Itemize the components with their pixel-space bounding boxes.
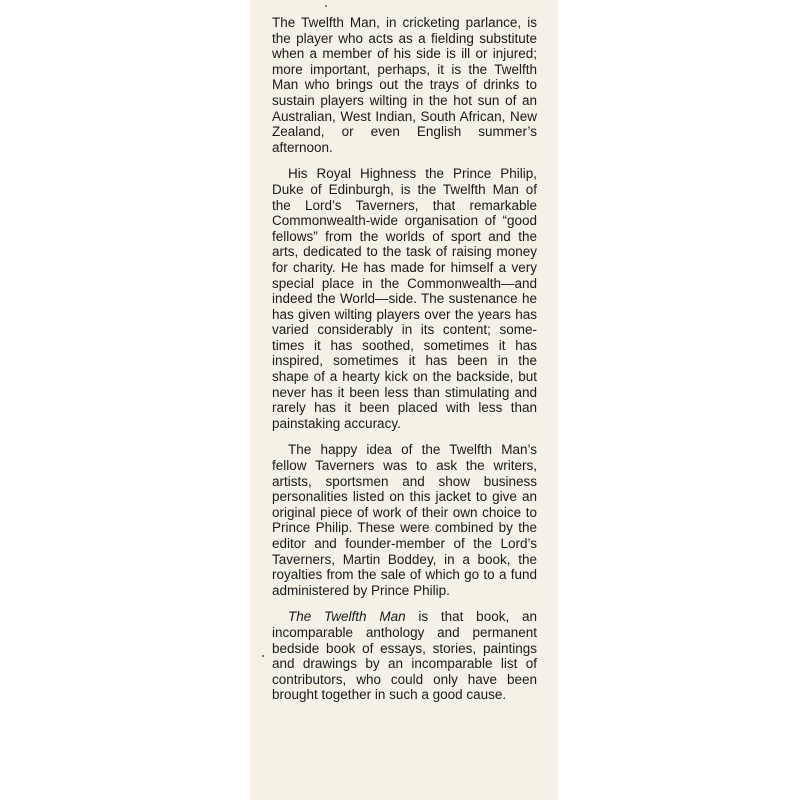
paragraph-book-description — [272, 609, 537, 703]
paragraph-twelfth-man-definition: The Twelfth Man, in cricketing parlance, is the player who acts as a fielding substitute when a member of his side is ill or injured; more important, perhaps, it is the Twelfth Man who brings out the trays of drinks to sustain players wilting in the hot sun of an Australian, West Indian, South African, New Zealand, or even English summer’s afternoon. — [272, 15, 537, 155]
book-description-text: is that book, an incomparable anthology and permanent bedside book of essays, stories, paintings and drawings by an incomparable list of contributors, who could only have been brought together in such a good cause. — [272, 609, 537, 703]
jacket-text-column — [272, 15, 537, 714]
scan-speck — [262, 655, 264, 657]
paragraph-taverners-idea: The happy idea of the Twelfth Man’s fellow Taverners was to ask the writers, artists, sportsmen and show business personalities listed on this jacket to give an original piece of work of their own choice to Prince Philip. These were combined by the editor and founder-member of the Lord’s Taverners, Martin Boddey, in a book, the royalties from the sale of which go to a fund administered by Prince Philip. — [272, 442, 537, 598]
scan-speck — [325, 5, 327, 7]
paragraph-prince-philip: His Royal Highness the Prince Philip, Duke of Edinburgh, is the Twelfth Man of the Lord’s Taverners, that remarkable Commonwealth-wide organisation of “good fellows” from the worlds of sport and the arts, dedicated to the task of raising money for charity. He has made for himself a very special place in the Commonwealth—and indeed the World—side. The sustenance he has given wilting players over the years has varied considerably in its content; sometimes it has soothed, sometimes it has inspired, sometimes it has been in the shape of a hearty kick on the backside, but never has it been less than stimulating and rarely has it been placed with less than painstaking accuracy. — [272, 166, 537, 431]
book-title: The Twelfth Man — [288, 609, 406, 625]
